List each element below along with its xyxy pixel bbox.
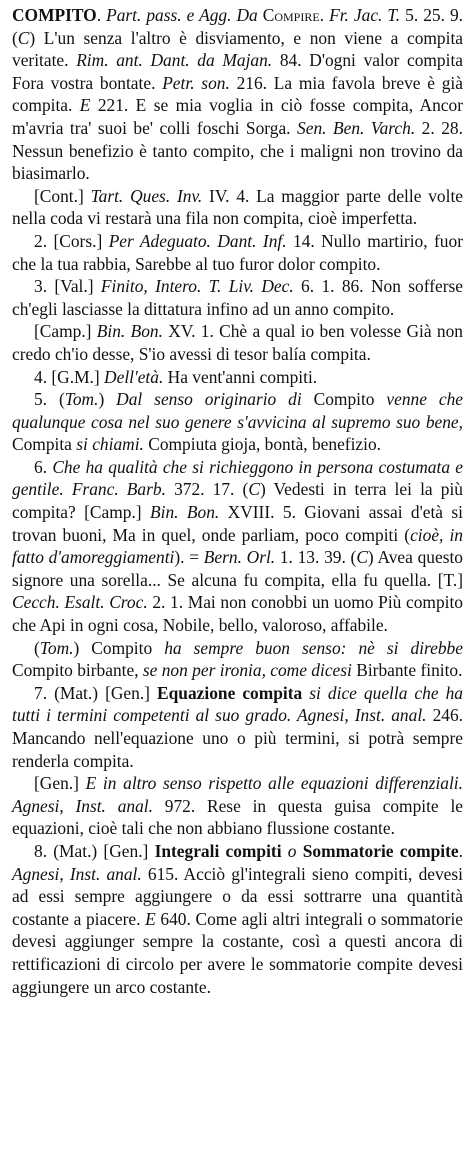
italic-citation: Part. pass. e Agg. Da	[106, 5, 258, 25]
dictionary-entry-compito	[12, 4, 463, 998]
entry-paragraph-2	[12, 185, 463, 230]
italic-citation: Bin. Bon.	[96, 321, 163, 342]
entry-paragraph-8	[12, 456, 463, 637]
italic-citation: Rim. ant. Dant. da Majan.	[76, 50, 273, 71]
italic-citation: Dell'età.	[104, 366, 164, 387]
entry-text: .	[458, 840, 464, 861]
entry-text: ) Avea questo signore una sorella... Se alcuna fu compita, ella fu quella. [T.]	[12, 547, 463, 590]
entry-text: 2. 28. Nessun benefizio è tanto compito, che i maligni non trovino da biasimarlo.	[12, 117, 463, 184]
entry-paragraph-3	[12, 230, 463, 275]
entry-text: ). =	[174, 547, 204, 568]
entry-paragraph-1	[12, 4, 463, 185]
entry-text: 6.	[34, 456, 53, 477]
entry-text: 7. (Mat.) [Gen.]	[34, 682, 158, 703]
entry-text: 4. [G.M.]	[34, 366, 105, 387]
italic-citation: ha sempre buon senso: nè si direbbe	[164, 637, 463, 658]
entry-text: 5. 25. 9. (	[12, 5, 464, 48]
entry-text: IV. 4. La maggior parte delle volte nella coda vi restarà una fila non compita, cioè imperfetta.	[12, 185, 463, 229]
italic-citation: E	[145, 908, 156, 929]
italic-citation: Sen. Ben. Varch.	[297, 117, 416, 138]
entry-text: [Cont.]	[34, 185, 91, 206]
entry-text: (	[34, 637, 40, 658]
italic-citation: Petr. son.	[162, 72, 230, 93]
italic-citation: Finito, Intero. T. Liv. Dec.	[100, 276, 294, 297]
entry-text: XVIII. 5. Giovani assai d'età si trovan buoni, Ma in quel, onde parliam, poco compiti (	[12, 502, 463, 545]
italic-citation: Tart. Ques. Inv.	[90, 185, 203, 206]
italic-citation: Cecch. Esalt. Croc.	[12, 592, 148, 613]
italic-citation: E in altro senso rispetto alle equazioni differenziali. Agnesi, Inst. anal.	[12, 773, 463, 816]
entry-text: Ha vent'anni compiti.	[163, 366, 318, 387]
entry-text: ) Vedesti in terra lei la più compita? [Camp.]	[12, 479, 463, 523]
italic-citation: Tom.	[39, 637, 74, 658]
italic-citation: venne che qualunque cosa nel suo genere s'avvicina al supremo suo bene,	[12, 389, 464, 432]
italic-citation: si chiami.	[76, 434, 144, 455]
italic-citation: C	[356, 547, 368, 568]
entry-paragraph-12	[12, 840, 463, 998]
entry-text: 615. Acciò gl'integrali sieno compiti, devesi ad essi sempre aggiungere o da essi sottrarre una quantità costante a piacere.	[12, 863, 463, 929]
entry-text: 640. Come agli altri integrali o sommatorie devesi aggiunger sempre la costante, così a questi ancora di rettificazioni di circolo per avere le sommatorie compite devesi aggiungere un arco costante.	[12, 908, 463, 997]
bold-term: Sommatorie compite	[302, 840, 459, 861]
entry-paragraph-5	[12, 320, 463, 365]
italic-citation: C	[17, 27, 30, 48]
italic-citation: Dal senso originario di	[116, 389, 302, 410]
small-caps-term: Compire	[262, 5, 320, 25]
entry-text: Compita	[12, 434, 77, 455]
italic-citation: Per Adeguato. Dant. Inf.	[108, 230, 287, 251]
italic-citation: Tom.	[64, 389, 99, 410]
entry-text: )	[98, 389, 117, 410]
entry-text: XV. 1. Chè a qual io ben volesse Già non credo ch'io desse, S'io avessi di tesor balía compita.	[12, 321, 463, 364]
italic-citation: Bern. Orl.	[203, 547, 276, 568]
bold-term: Integrali compiti	[154, 840, 282, 861]
italic-citation: o	[287, 840, 297, 861]
italic-citation: Fr. Jac. T.	[329, 5, 401, 25]
italic-citation: Che ha qualità che si richieggono in persona costumata e gentile. Franc. Barb.	[12, 456, 464, 500]
entry-text: 246. Mancando nell'equazione uno o più termini, si potrà sempre renderla compita.	[12, 705, 464, 771]
entry-text: ) Compito	[73, 637, 165, 658]
entry-paragraph-4	[12, 275, 463, 320]
italic-citation: cioè, in fatto d'amoreggiamenti	[12, 524, 463, 568]
entry-text: [Camp.]	[34, 321, 97, 342]
bold-term: Equazione compita	[157, 682, 303, 703]
bold-term: COMPITO	[12, 5, 97, 25]
entry-text: 372. 17. (	[165, 479, 249, 500]
entry-paragraph-10	[12, 682, 463, 772]
entry-text: 5. (	[34, 389, 65, 410]
entry-paragraph-11	[12, 772, 463, 840]
italic-citation: si dice quella che ha tutti i termini competenti al suo grado. Agnesi, Inst. anal.	[12, 682, 463, 726]
entry-text: 14. Nullo martirio, fuor che la tua rabbia, Sarebbe al tuo furor dolor compito.	[12, 230, 463, 274]
entry-paragraph-7	[12, 388, 463, 456]
italic-citation: E	[79, 95, 91, 116]
entry-text: Compito	[301, 389, 387, 410]
entry-text: 1. 13. 39. (	[275, 547, 357, 568]
entry-text: 2. 1. Mai non conobbi un uomo Più compito che Api in ogni cosa, Nobile, bello, valoroso, affabile.	[12, 592, 464, 636]
entry-text: Compito birbante,	[12, 660, 143, 681]
entry-text: 216. La mia favola breve è già compita.	[12, 72, 463, 116]
entry-text: 972. Rese in questa guisa compite le equazioni, cioè tali che non abbiano flussione costante.	[12, 795, 463, 839]
entry-paragraph-6	[12, 366, 463, 389]
italic-citation: Agnesi, Inst. anal.	[12, 863, 142, 884]
entry-text: ) L'un senza l'altro è disviamento, e non viene a compita veritate.	[12, 27, 463, 71]
entry-text: .	[96, 5, 107, 25]
entry-text: 6. 1. 86. Non sofferse ch'egli lasciasse la dittatura infino ad un anno compito.	[12, 276, 463, 319]
entry-text: [Gen.]	[34, 773, 86, 794]
entry-text: .	[319, 5, 330, 25]
entry-text: 221. E se mia voglia in ciò fosse compita, Ancor m'avria tra' suoi be' colli foschi Sorga.	[12, 95, 463, 138]
entry-text: 2. [Cors.]	[34, 230, 109, 251]
entry-text: Compiuta gioja, bontà, benefizio.	[143, 434, 382, 455]
entry-text: Birbante finito.	[351, 660, 463, 681]
italic-citation: C	[248, 479, 260, 500]
italic-citation: Bin. Bon.	[150, 502, 220, 523]
entry-paragraph-9	[12, 637, 463, 682]
entry-text: 84. D'ogni valor compita Fora vostra bontate.	[12, 50, 464, 93]
italic-citation: se non per ironia, come dicesi	[142, 660, 352, 681]
entry-text: 3. [Val.]	[34, 276, 101, 297]
entry-text: 8. (Mat.) [Gen.]	[34, 840, 155, 861]
